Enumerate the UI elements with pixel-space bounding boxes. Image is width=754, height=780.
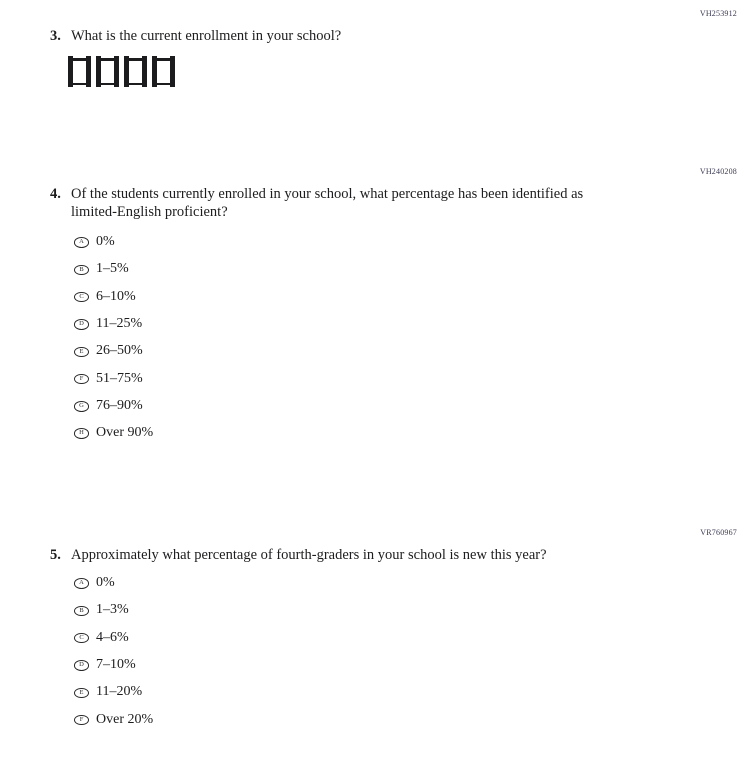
radio-bubble-icon[interactable]: E — [74, 347, 89, 358]
radio-bubble-icon[interactable]: H — [74, 428, 89, 439]
option-label: 76–90% — [96, 397, 143, 413]
option-row[interactable] — [74, 284, 737, 311]
question-5-text: Approximately what percentage of fourth-graders in your school is new this year? — [71, 547, 547, 563]
digit-box[interactable] — [68, 56, 91, 87]
option-label: 51–75% — [96, 370, 143, 386]
question-4-code: VH240208 — [699, 167, 737, 176]
question-5-options — [74, 570, 737, 734]
option-row[interactable] — [74, 338, 737, 365]
question-5-number: 5. — [50, 547, 61, 563]
option-row[interactable] — [74, 652, 737, 679]
option-label: Over 20% — [96, 711, 154, 727]
option-label: 26–50% — [96, 343, 143, 359]
option-row[interactable] — [74, 679, 737, 706]
option-label: 0% — [96, 234, 115, 250]
question-5-code: VR760967 — [700, 528, 737, 537]
option-label: Over 90% — [96, 425, 154, 441]
option-label: 11–20% — [96, 684, 143, 700]
radio-bubble-icon[interactable]: F — [74, 374, 89, 385]
radio-bubble-icon[interactable]: C — [74, 633, 89, 644]
option-row[interactable] — [74, 706, 737, 733]
option-label: 7–10% — [96, 657, 136, 673]
option-row[interactable] — [74, 570, 737, 597]
question-4-options — [74, 229, 737, 447]
digit-box[interactable] — [96, 56, 119, 87]
option-row[interactable] — [74, 256, 737, 283]
question-4 — [50, 167, 737, 447]
question-4-number: 4. — [50, 186, 61, 202]
option-row[interactable] — [74, 597, 737, 624]
option-label: 0% — [96, 575, 115, 591]
option-label: 11–25% — [96, 316, 143, 332]
question-3-text: What is the current enrollment in your school? — [71, 28, 342, 44]
radio-bubble-icon[interactable]: D — [74, 319, 89, 330]
option-row[interactable] — [74, 365, 737, 392]
radio-bubble-icon[interactable]: A — [74, 237, 89, 248]
radio-bubble-icon[interactable]: A — [74, 578, 89, 589]
option-label: 6–10% — [96, 288, 136, 304]
question-3-number: 3. — [50, 28, 61, 44]
radio-bubble-icon[interactable]: C — [74, 292, 89, 303]
question-3 — [50, 9, 737, 87]
question-3-code: VH253912 — [699, 9, 737, 18]
option-label: 4–6% — [96, 629, 129, 645]
option-label: 1–5% — [96, 261, 129, 277]
option-row[interactable] — [74, 625, 737, 652]
question-4-text: Of the students currently enrolled in your school, what percentage has been identified as limited-English proficient? — [71, 186, 584, 220]
option-row[interactable] — [74, 420, 737, 447]
option-label: 1–3% — [96, 602, 129, 618]
radio-bubble-icon[interactable]: G — [74, 401, 89, 412]
radio-bubble-icon[interactable]: B — [74, 265, 89, 276]
option-row[interactable] — [74, 229, 737, 256]
radio-bubble-icon[interactable]: B — [74, 606, 89, 617]
option-row[interactable] — [74, 311, 737, 338]
enrollment-digit-boxes — [68, 56, 737, 87]
radio-bubble-icon[interactable]: E — [74, 688, 89, 699]
question-5 — [50, 528, 737, 734]
digit-box[interactable] — [152, 56, 175, 87]
radio-bubble-icon[interactable]: D — [74, 660, 89, 671]
radio-bubble-icon[interactable]: F — [74, 715, 89, 726]
digit-box[interactable] — [124, 56, 147, 87]
option-row[interactable] — [74, 393, 737, 420]
